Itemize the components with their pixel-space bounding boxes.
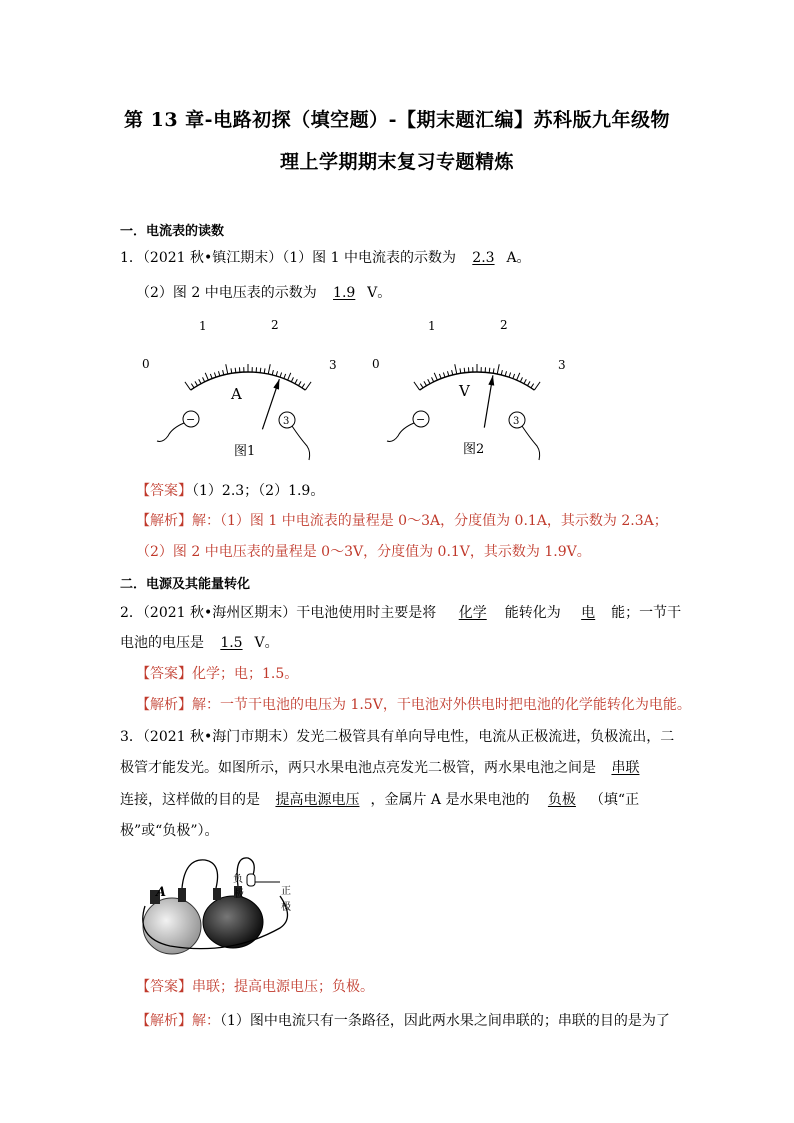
metal-sheet [213,888,221,900]
question-2-line-1: 2．（2021 秋•海州区期末）干电池使用时主要是将 化学 能转化为 电 能；一节干 [120,602,681,622]
voltmeter-needle-arrow [488,375,494,385]
scale-tick [195,381,198,385]
ammeter-needle-arrow [273,379,279,389]
ammeter-scale [185,364,311,390]
scale-tick [264,368,265,373]
tick-label-1: 1 [199,319,207,333]
answer-blank: 电 [581,605,596,621]
scale-tick [231,368,232,373]
question-1-answer: 【答案】（1）2.3；（2）1.9。 [136,483,325,499]
answer-blank: 1.9 [333,285,356,301]
answer-blank: 负极 [547,792,576,808]
scale-tick [272,370,273,375]
scale-tick [432,377,434,382]
question-3-line-3: 连接，这样做的目的是 提高电源电压 ，金属片 A 是水果电池的 负极 （填“正 [120,789,639,809]
fruit-battery-figure [130,848,310,960]
scale-tick [420,384,423,388]
section-heading-power-source: 二．电源及其能量转化 [120,577,251,592]
scale-tick [489,368,490,373]
scale-tick [528,381,531,385]
scale-tick [226,364,228,374]
scale-tick [501,370,502,375]
scale-tick [302,384,305,388]
section-heading-ammeter-reading: 一．电流表的读数 [120,224,225,239]
scale-tick [493,368,494,373]
scale-tick [513,374,515,379]
answer-blank: 化学 [458,605,487,621]
scale-tick [464,368,465,373]
document-title-line1: 第 13 章-电路初探（填空题）-【期末题汇编】苏科版九年级物 [124,109,670,131]
scale-tick [455,364,457,374]
scale-tick [260,368,261,373]
question-source: （2021 秋•海州区期末） [142,605,297,621]
wire [157,423,184,441]
question-source: （2021 秋•镇江期末） [142,250,283,266]
scale-tick [185,382,191,390]
figure-caption-1: 图1 [234,444,256,459]
tick-label-1: 1 [428,319,436,333]
scale-tick [205,373,208,380]
wire [292,426,310,460]
question-1-analysis-line-2: （2）图 2 中电压表的量程是 0～3V，分度值为 0.1V，其示数为 1.9V。 [136,544,591,560]
question-3-answer: 【答案】串联；提高电源电压；负极。 [136,979,374,995]
scale-arc [191,372,306,390]
scale-tick [276,371,277,376]
scale-tick [524,379,526,383]
ammeter-figure [142,318,337,460]
question-number: 3． [120,729,143,745]
scale-tick [531,384,534,388]
led-icon [247,874,255,886]
scale-tick [284,374,286,379]
analysis-tag: 【解析】 [136,697,192,713]
scale-tick [191,384,194,388]
scale-tick [218,371,219,376]
answer-blank: 2.3 [472,250,495,266]
scale-tick [509,373,511,378]
scale-tick [280,373,282,378]
label-positive-2: 极 [281,902,291,913]
scale-tick [452,370,453,375]
scale-tick [288,373,291,380]
question-number: 2． [120,605,143,621]
label-negative-2: 极 [234,889,244,900]
positive-terminal-label: 3 [513,416,520,427]
analysis-tag: 【解析】 [136,513,192,529]
scale-tick [210,374,212,379]
analysis-tag: 【解析】 [136,1013,192,1029]
scale-tick [520,377,522,382]
positive-terminal-label: 3 [283,416,290,427]
question-1-line-1: 1．（2021 秋•镇江期末）（1）图 1 中电流表的示数为 2.3 A。 [120,250,531,266]
fruit-left-icon [143,898,201,954]
question-source: （2021 秋•海门市期末） [142,729,297,745]
scale-arc [420,372,535,390]
scale-tick [295,379,297,383]
label-a: A [156,885,167,900]
answer-blank: 提高电源电压 [275,792,360,808]
question-3-line-4: 极”或“负极”）。 [120,823,219,839]
tick-label-0: 0 [372,357,380,371]
figure-caption-2: 图2 [463,442,485,457]
scale-tick [428,379,430,383]
question-3-analysis: 【解析】解：（1）图中电流只有一条路径，因此两水果之间串联的；串联的目的是为了 [136,1013,670,1029]
scale-tick [199,379,201,383]
question-number: 1． [120,250,143,266]
ammeter-letter: A [231,385,242,403]
scale-tick [534,382,540,390]
negative-terminal-label: − [416,413,426,426]
scale-tick [443,373,445,378]
wire [387,423,414,441]
question-1-line-2: （2）图 2 中电压表的示数为 1.9 V。 [136,285,392,301]
voltmeter-letter: V [459,382,470,400]
scale-tick [447,371,448,376]
scale-tick [305,382,311,390]
metal-sheet [178,888,186,902]
answer-tag: 【答案】 [136,666,192,682]
answer-blank: 1.5 [220,635,243,651]
scale-tick [223,370,224,375]
question-2-analysis: 【解析】解：一节干电池的电压为 1.5V，干电池对外供电时把电池的化学能转化为电能。 [136,697,691,713]
question-3-line-2: 极管才能发光。如图所示，两只水果电池点亮发光二极管，两水果电池之间是 串联 [120,757,650,777]
label-positive-1: 正 [281,886,291,897]
question-3-line-1: 3．（2021 秋•海门市期末）发光二极管具有单向导电性，电流从正极流进，负极流出，二 [120,729,675,745]
scale-tick [505,371,506,376]
meter-figures [0,0,794,470]
scale-tick [497,364,499,374]
scale-tick [299,381,302,385]
document-title-line2: 理上学期期末复习专题精炼 [279,151,514,173]
tick-label-3: 3 [329,358,337,372]
wire [522,426,540,460]
label-negative-1: 负 [233,874,243,885]
scale-tick [235,368,236,373]
negative-terminal-label: − [186,413,196,426]
question-2-line-2: 电池的电压是 1.5 V。 [120,635,279,651]
answer-tag: 【答案】 [136,483,192,499]
scale-tick [203,377,205,382]
question-2-answer: 【答案】化学；电；1.5。 [136,666,299,682]
tick-label-3: 3 [558,358,566,372]
scale-tick [460,368,461,373]
scale-tick [517,373,520,380]
question-1-analysis-line-1: 【解析】解：（1）图 1 中电流表的量程是 0～3A，分度值为 0.1A，其示数为 2.3A； [136,513,668,529]
scale-tick [291,377,293,382]
scale-tick [214,373,216,378]
tick-label-2: 2 [271,318,279,332]
tick-label-2: 2 [500,318,508,332]
answer-blank: 串联 [611,760,640,776]
scale-tick [439,374,441,379]
voltmeter-scale [414,364,540,390]
scale-tick [424,381,427,385]
answer-tag: 【答案】 [136,979,192,995]
scale-tick [268,364,270,374]
tick-label-0: 0 [142,357,150,371]
scale-tick [434,373,437,380]
scale-tick [414,382,420,390]
voltmeter-figure [372,318,566,460]
